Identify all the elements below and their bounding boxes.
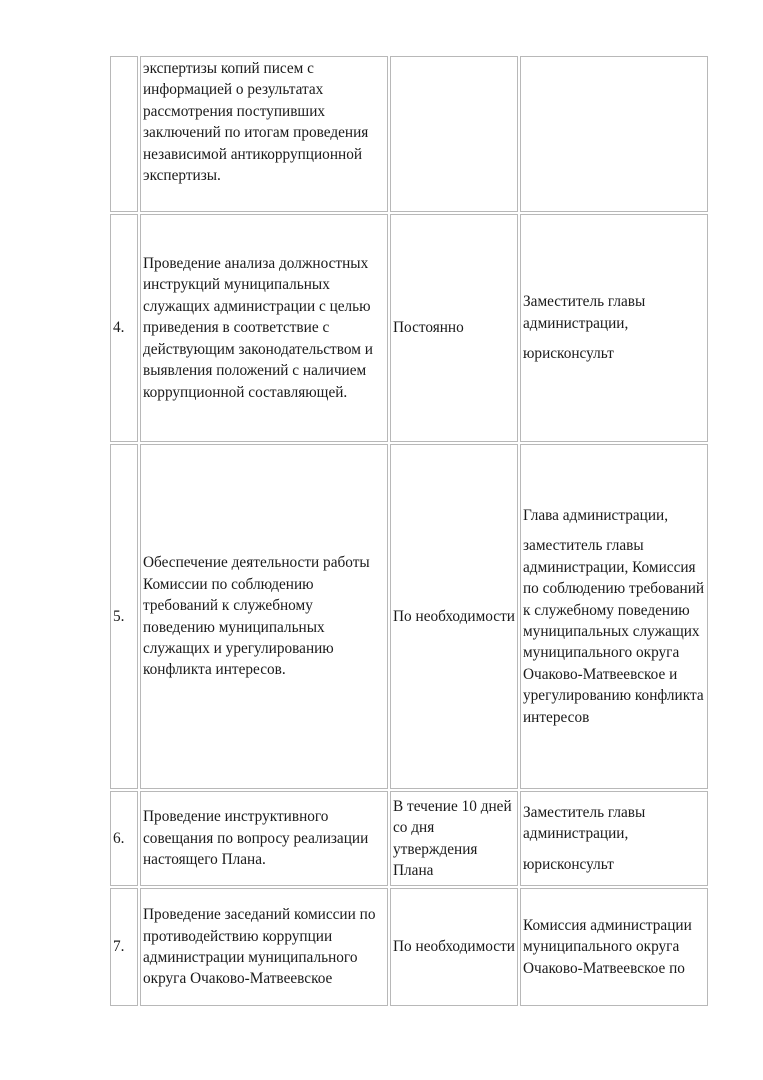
- term-cell: По необходимости: [390, 444, 518, 789]
- row-number: 6.: [110, 791, 138, 886]
- responsible-cell: [520, 56, 708, 212]
- table-row: [110, 56, 708, 212]
- responsible-cell: [520, 791, 708, 886]
- row-number: 7.: [110, 888, 138, 1006]
- responsible-cell: [520, 888, 708, 1006]
- table-row: [110, 214, 708, 442]
- responsible-line: заместитель главы администрации, Комиссия по соблюдению требований к служебному поведению муниципальных служащих муниципального округа Очаково-Матвеевское и урегулированию конфликта интересов: [523, 537, 705, 726]
- responsible-line: Заместитель главы администрации,: [523, 803, 646, 843]
- activity-cell: Проведение заседаний комиссии по противодействию коррупции администрации муниципального округа Очаково-Матвеевское: [140, 888, 388, 1006]
- responsible-cell: [520, 214, 708, 442]
- term-cell: [390, 56, 518, 212]
- document-page: [108, 54, 708, 1008]
- table-row: [110, 888, 708, 1006]
- responsible-line: Заместитель главы администрации,: [523, 293, 646, 332]
- activity-cell: Обеспечение деятельности работы Комиссии по соблюдению требований к служебному поведению муниципальных служащих и урегулированию конфликта интересов.: [140, 444, 388, 789]
- responsible-line: юрисконсульт: [523, 345, 614, 363]
- responsible-line: Глава администрации,: [523, 506, 669, 524]
- row-number: 5.: [110, 444, 138, 789]
- activity-cell: Проведение анализа должностных инструкций муниципальных служащих администрации с целью приведения в соответствие с действующим законодательством и выявления положений с наличием коррупционной составляющей.: [140, 214, 388, 442]
- term-cell: В течение 10 дней со дня утверждения Плана: [390, 791, 518, 886]
- table-row: [110, 791, 708, 886]
- responsible-line: юрисконсульт: [523, 855, 614, 873]
- activity-cell: экспертизы копий писем с информацией о результатах рассмотрения поступивших заключений по итогам проведения независимой антикоррупционной экспертизы.: [140, 56, 388, 212]
- plan-table: [108, 54, 710, 1008]
- responsible-cell: [520, 444, 708, 789]
- responsible-line: Комиссия администрации муниципального округа Очаково-Матвеевское по: [523, 916, 692, 977]
- row-number: 4.: [110, 214, 138, 442]
- row-number: [110, 56, 138, 212]
- table-row: [110, 444, 708, 789]
- term-cell: По необходимости: [390, 888, 518, 1006]
- activity-cell: Проведение инструктивного совещания по вопросу реализации настоящего Плана.: [140, 791, 388, 886]
- term-cell: Постоянно: [390, 214, 518, 442]
